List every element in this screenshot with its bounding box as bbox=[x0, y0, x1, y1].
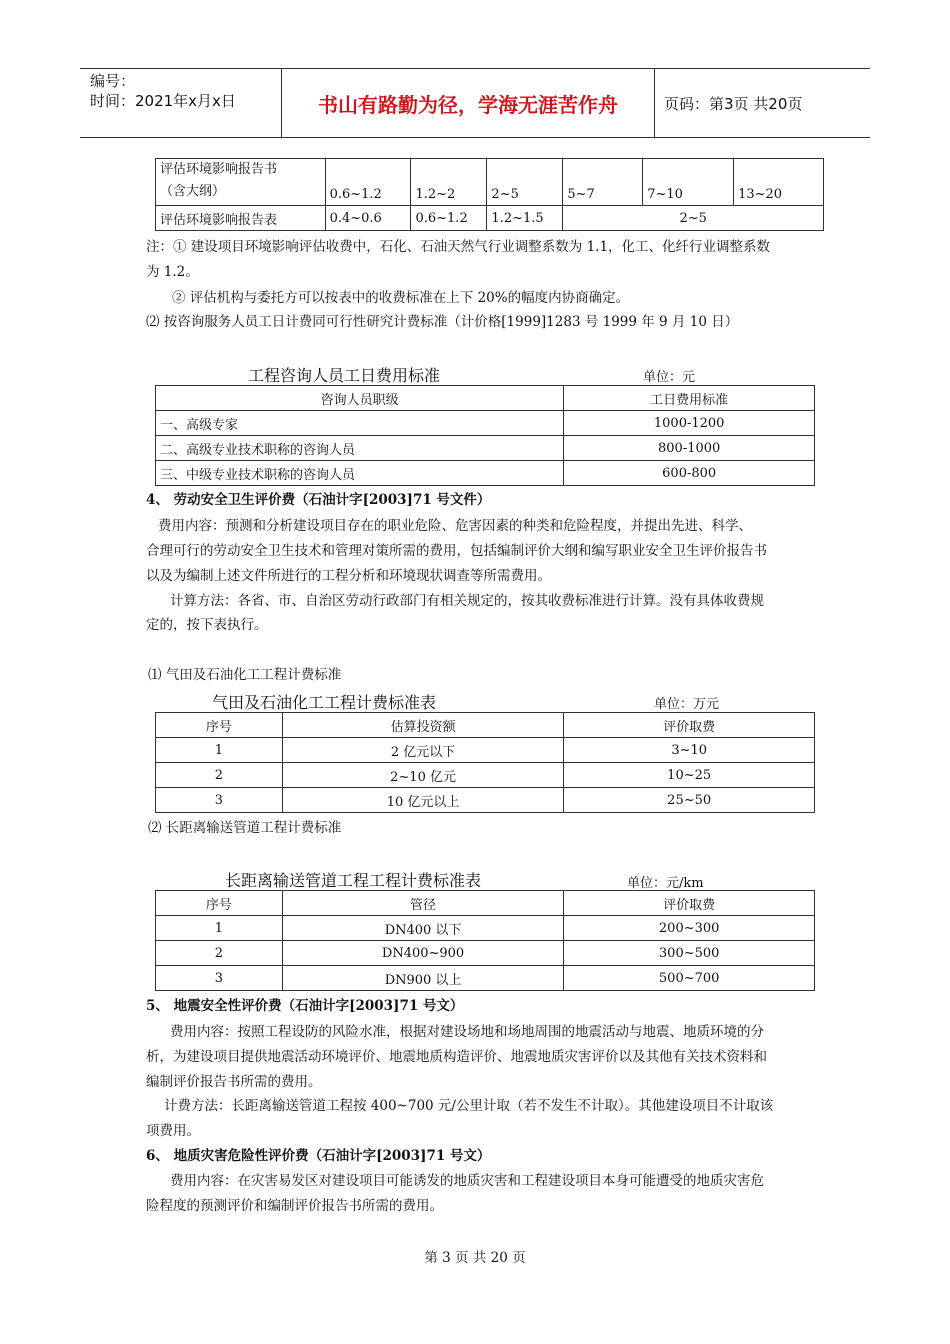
section-5-content-cont bbox=[146, 1045, 806, 1095]
section-5-heading: 5、 地震安全性评价费（石油计字[2003]71 号文） bbox=[146, 998, 464, 1014]
table-cell: 2 亿元以下 bbox=[282, 738, 564, 763]
table-cell: 3 bbox=[156, 788, 283, 813]
table-header-row bbox=[156, 891, 815, 916]
table-title: 气田及石油化工工程计费标准表 bbox=[212, 693, 437, 712]
table-row bbox=[156, 916, 815, 941]
column-header: 序号 bbox=[156, 713, 283, 738]
table-cell bbox=[156, 159, 326, 206]
table-cell: 1 bbox=[156, 738, 283, 763]
table-cell: 3 bbox=[156, 966, 283, 991]
column-header: 工日费用标准 bbox=[564, 386, 815, 411]
table-cell: 10 亿元以上 bbox=[282, 788, 564, 813]
table-cell: 2~10 亿元 bbox=[282, 763, 564, 788]
section-4-method-cont: 定的，按下表执行。 bbox=[146, 617, 268, 633]
section-5-content: 费用内容：按照工程设防的风险水准，根据对建设场地和场地周围的地震活动与地震、地质环境的分 bbox=[170, 1024, 764, 1040]
table-consult bbox=[155, 385, 815, 486]
table-row bbox=[156, 763, 815, 788]
table-unit: 单位：元/km bbox=[627, 876, 704, 891]
time-label: 时间：2021年x月x日 bbox=[90, 92, 236, 110]
section-5-method: 计费方法：长距离输送管道工程按 400~700 元/公里计取（若不发生不计取）。其他建设项目不计取该 bbox=[164, 1098, 774, 1114]
column-header: 咨询人员职级 bbox=[156, 386, 564, 411]
text-line: 析，为建设项目提供地震活动环境评价、地震地质构造评价、地震地质灾害评价以及其他有关技术资料和 bbox=[146, 1049, 767, 1065]
table-row bbox=[156, 738, 815, 763]
table-env-assessment bbox=[155, 158, 824, 231]
table-cell: 一、高级专家 bbox=[156, 411, 564, 436]
section-4-heading: 4、 劳动安全卫生评价费（石油计字[2003]71 号文件） bbox=[146, 492, 491, 508]
table-unit: 单位：万元 bbox=[654, 697, 720, 712]
table-header-row bbox=[156, 713, 815, 738]
table-cell: 7~10 bbox=[643, 159, 734, 206]
text-line: 以及为编制上述文件所进行的工程分析和环境现状调查等所需费用。 bbox=[146, 568, 551, 584]
table-cell: 二、高级专业技术职称的咨询人员 bbox=[156, 436, 564, 461]
table-cell: 1.2~1.5 bbox=[487, 206, 563, 231]
sub-item-2: ⑵ 长距离输送管道工程计费标准 bbox=[148, 820, 342, 836]
table-unit: 单位：元 bbox=[643, 370, 696, 385]
table-cell: DN900 以上 bbox=[282, 966, 564, 991]
table-title: 长距离输送管道工程工程计费标准表 bbox=[225, 871, 482, 890]
table-cell: 1 bbox=[156, 916, 283, 941]
column-header: 评价取费 bbox=[564, 891, 815, 916]
text-line: 费用内容：预测和分析建设项目存在的职业危险、危害因素的种类和危险程度，并提出先进、科学、 bbox=[158, 518, 752, 534]
sub-item-1: ⑴ 气田及石油化工工程计费标准 bbox=[148, 667, 342, 683]
table-cell: 0.6~1.2 bbox=[325, 159, 411, 206]
table-row bbox=[156, 159, 824, 206]
header-motto: 书山有路勤为径，学海无涯苦作舟 bbox=[282, 69, 655, 137]
row-label: （含大纲） bbox=[160, 184, 226, 199]
section-6-heading: 6、 地质灾害危险性评价费（石油计字[2003]71 号文） bbox=[146, 1148, 491, 1164]
table-row bbox=[156, 411, 815, 436]
table-row bbox=[156, 788, 815, 813]
text-line: 注：① 建设项目环境影响评估收费中，石化、石油天然气行业调整系数为 1.1，化工、化纤行业调整系数 bbox=[146, 239, 771, 255]
table-header-row bbox=[156, 386, 815, 411]
page-footer: 第 3 页 共 20 页 bbox=[424, 1250, 526, 1266]
row-label: 评估环境影响报告书 bbox=[160, 162, 278, 177]
table-cell: 25~50 bbox=[564, 788, 815, 813]
table-cell: 1.2~2 bbox=[411, 159, 487, 206]
section-4-method: 计算方法：各省、市、自治区劳动行政部门有相关规定的，按其收费标准进行计算。没有具体收费规 bbox=[170, 593, 764, 609]
column-header: 评价取费 bbox=[564, 713, 815, 738]
table-cell: 800-1000 bbox=[564, 436, 815, 461]
table-cell: 2 bbox=[156, 941, 283, 966]
table-cell: DN400 以下 bbox=[282, 916, 564, 941]
note-1 bbox=[146, 235, 806, 285]
table-cell-merged: 2~5 bbox=[563, 206, 824, 231]
item-2: ⑵ 按咨询服务人员工日计费同可行性研究计费标准（计价格[1999]1283 号 1999 年 9 月 10 日） bbox=[146, 314, 739, 330]
table-title: 工程咨询人员工日费用标准 bbox=[248, 366, 441, 385]
column-header: 估算投资额 bbox=[282, 713, 564, 738]
section-6-content-cont: 险程度的预测评价和编制评价报告书所需的费用。 bbox=[146, 1198, 443, 1214]
section-5-method-cont: 项费用。 bbox=[146, 1123, 200, 1139]
section-4-content-cont bbox=[146, 539, 806, 589]
section-4-content bbox=[158, 514, 808, 539]
page-header bbox=[80, 68, 870, 138]
table-cell: 0.4~0.6 bbox=[325, 206, 411, 231]
header-page-info: 页码：第3页 共20页 bbox=[664, 94, 803, 113]
table-cell: 5~7 bbox=[563, 159, 643, 206]
note-2: ② 评估机构与委托方可以按表中的收费标准在上下 20%的幅度内协商确定。 bbox=[172, 290, 630, 306]
table-cell: 600-800 bbox=[564, 461, 815, 486]
text-line: 编制评价报告书所需的费用。 bbox=[146, 1074, 322, 1090]
text-line: 合理可行的劳动安全卫生技术和管理对策所需的费用，包括编制评价大纲和编写职业安全卫生评价报告书 bbox=[146, 543, 767, 559]
table-row bbox=[156, 206, 824, 231]
text-line: 为 1.2。 bbox=[146, 264, 199, 280]
column-header: 序号 bbox=[156, 891, 283, 916]
table-cell: 1000-1200 bbox=[564, 411, 815, 436]
header-meta bbox=[80, 69, 282, 137]
table-cell: 2 bbox=[156, 763, 283, 788]
table-row bbox=[156, 966, 815, 991]
table-cell: 3~10 bbox=[564, 738, 815, 763]
table-cell: 13~20 bbox=[734, 159, 824, 206]
table-cell: 10~25 bbox=[564, 763, 815, 788]
table-cell: 0.6~1.2 bbox=[411, 206, 487, 231]
table-row bbox=[156, 941, 815, 966]
table-cell: 2~5 bbox=[487, 159, 563, 206]
table-cell: 200~300 bbox=[564, 916, 815, 941]
table-cell: 三、中级专业技术职称的咨询人员 bbox=[156, 461, 564, 486]
table-row bbox=[156, 461, 815, 486]
row-label: 评估环境影响报告表 bbox=[156, 206, 326, 231]
table-gas bbox=[155, 712, 815, 813]
table-pipe bbox=[155, 890, 815, 991]
table-cell: 500~700 bbox=[564, 966, 815, 991]
table-cell: DN400~900 bbox=[282, 941, 564, 966]
section-6-content: 费用内容：在灾害易发区对建设项目可能诱发的地质灾害和工程建设项目本身可能遭受的地质灾害危 bbox=[170, 1173, 764, 1189]
column-header: 管径 bbox=[282, 891, 564, 916]
table-cell: 300~500 bbox=[564, 941, 815, 966]
number-label: 编号： bbox=[90, 72, 136, 90]
table-row bbox=[156, 436, 815, 461]
